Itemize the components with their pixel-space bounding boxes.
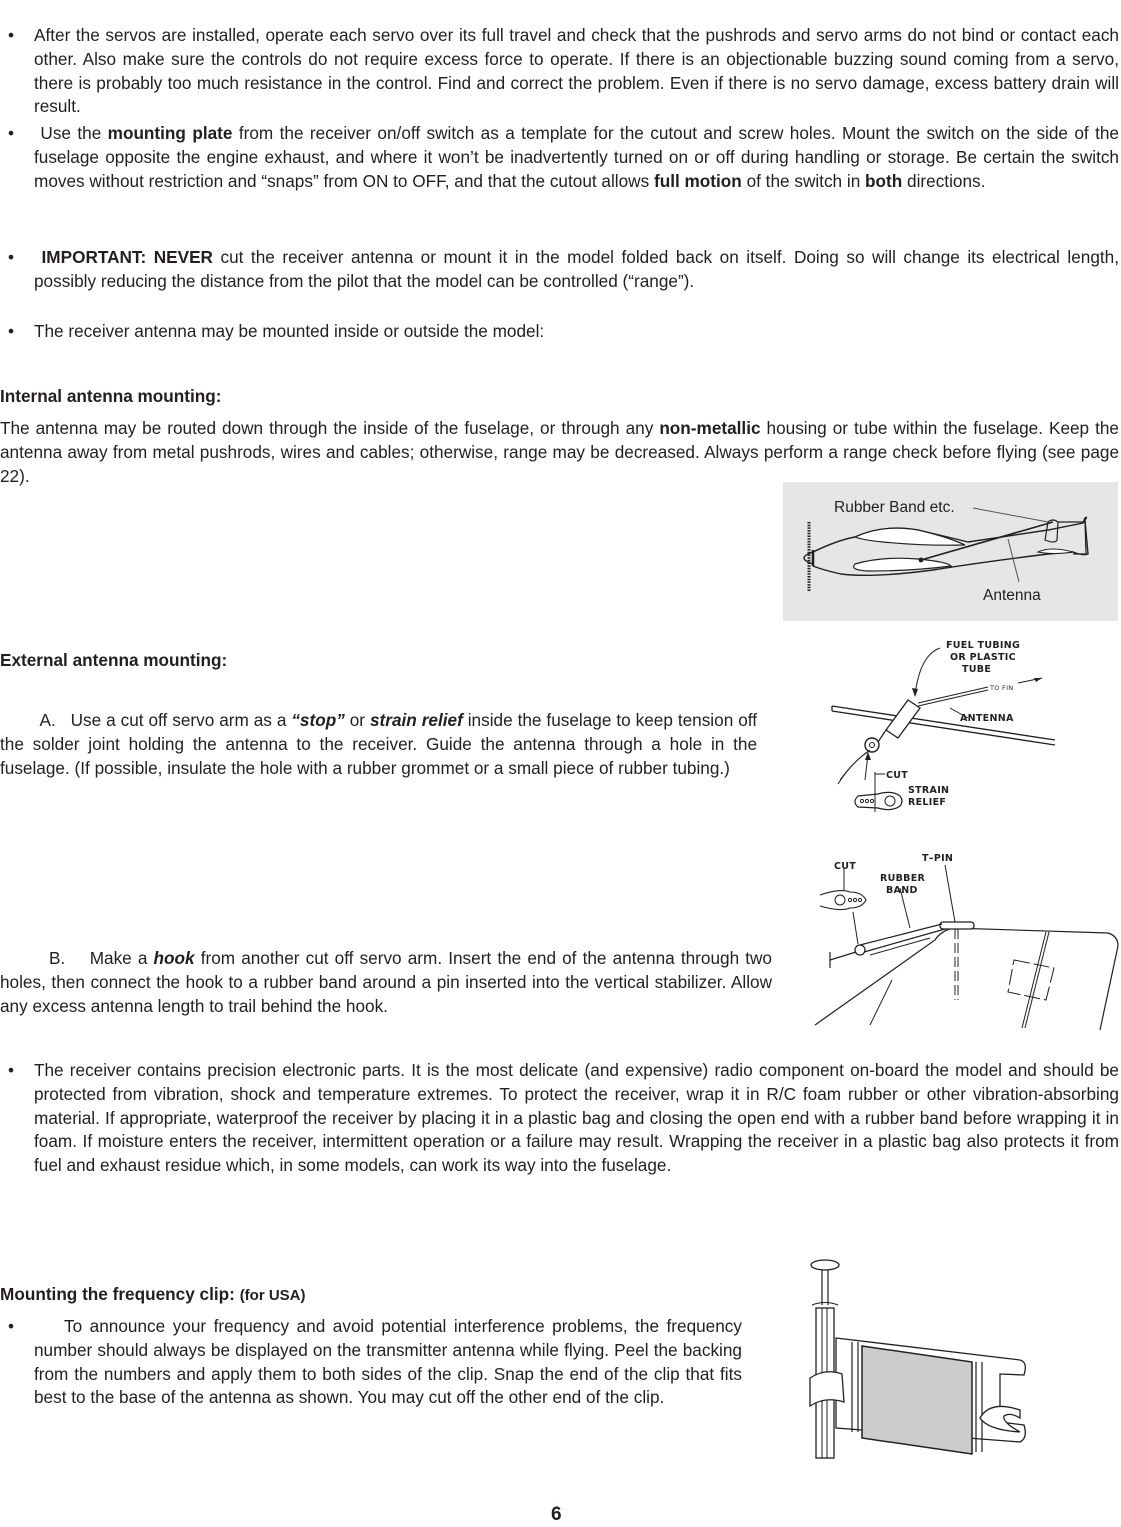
bullet-text: To announce your frequency and avoid potential interference problems, the frequency number should always be displayed on the transmitter antenna while flying. Peel the backing from the numbers and apply them to both sides of the clip. Snap the end of the clip that fits best to the base of the antenna as shown. You may cut off the other end of the clip. [34, 1316, 742, 1408]
internal-antenna-figure [783, 482, 1118, 621]
frequency-clip-heading: Mounting the frequency clip: (for USA) [0, 1284, 306, 1304]
external-option-b: B. Make a hook from another cut off servo arm. Insert the end of the antenna through two holes, then connect the hook to a rubber band around a pin inserted into the vertical stabilizer. Allow any excess antenna length to trail behind the hook. [0, 948, 772, 1016]
to-fin-label: TO FIN [990, 684, 1014, 692]
cut-label: CUT [886, 770, 909, 781]
tube-label: TUBE [962, 664, 992, 675]
rubber-band-label: Rubber Band etc. [834, 499, 955, 516]
emphasis-full-motion: full motion [653, 170, 742, 191]
bullet-text: The receiver antenna may be mounted inside or outside the model: [34, 321, 545, 341]
bullet-text: After the servos are installed, operate each servo over its full travel and check that the pushrods and servo arms do not bind or contact each other. Also make sure the controls do not require excess force to operate. If there is an objectionable buzzing sound coming from a servo, there is probably too much resistance in the control. Find and correct the problem. Even if there is no servo damage, excess battery drain will result. [34, 25, 1119, 117]
strain-label: STRAIN [908, 785, 950, 796]
emphasis-non-metallic: non-metallic [659, 418, 761, 438]
bullet-text: Use the mounting plate from the receiver on/off switch as a template for the cutout and screw holes. Mount the switch on the side of the fuselage opposite the engine exhaust, and where it won’t be inadvertently turned on or off during handling or storage. Be certain the switch moves without restriction and “snaps” from ON to OFF, and that the cutout allows full motion of the switch in both directions. [34, 123, 1119, 191]
internal-mounting-heading: Internal antenna mounting: [0, 386, 222, 406]
or-plastic-label: OR PLASTIC [950, 652, 1016, 663]
emphasis-strain-relief: strain relief [369, 710, 463, 730]
bullet-marker: • [8, 123, 15, 143]
page-number: 6 [551, 1504, 562, 1525]
bullet-marker: • [8, 1060, 15, 1080]
external-option-a: A. Use a cut off servo arm as a “stop” or strain relief inside the fuselage to keep tension off the solder joint holding the antenna to the receiver. Guide the antenna through a hole in the fuselage. (If possible, insulate the hole with a rubber grommet or a small piece of rubber tubing.) [0, 710, 757, 778]
strain-relief-illustration [800, 630, 1060, 820]
band-label: BAND [886, 885, 918, 896]
bullet-marker: • [8, 25, 15, 45]
bullet-marker: • [8, 1316, 15, 1336]
antenna-fig-label: ANTENNA [960, 713, 1014, 724]
emphasis-both: both [865, 170, 903, 191]
fuel-tubing-label: FUEL TUBING [946, 640, 1021, 651]
emphasis-mounting-plate: mounting plate [107, 123, 233, 143]
internal-mounting-text: The antenna may be routed down through the inside of the fuselage, or through any non-metallic housing or tube within the fuselage. Keep the antenna away from metal pushrods, wires and cables; otherwise, range may be decreased. Always perform a range check before flying (see page 22). [0, 418, 1119, 486]
option-a-marker: A. [39, 710, 56, 730]
antenna-label: Antenna [983, 587, 1041, 604]
bullet-marker: • [8, 321, 15, 341]
relief-label: RELIEF [908, 797, 947, 808]
t-pin-label: T–PIN [922, 853, 954, 864]
external-mounting-heading: External antenna mounting: [0, 650, 228, 670]
bullet-marker: • [8, 247, 15, 267]
hook-rubber-band-illustration [800, 840, 1120, 1035]
option-b-marker: B. [48, 948, 66, 968]
bullet-text: The receiver contains precision electronic parts. It is the most delicate (and expensive) radio component on-board the model and should be protected from vibration, shock and temperature extremes. To protect the receiver, wrap it in R/C foam rubber or other vibration-absorbing material. If appropriate, waterproof the receiver by placing it in a plastic bag and closing the open end with a rubber band before wrapping it in foam. If moisture enters the receiver, intermittent operation or a failure may result. Wrapping the receiver in a plastic bag also protects it from fuel and exhaust residue which, in some models, can work its way into the fuselage. [34, 1060, 1119, 1176]
frequency-clip-region: (for USA) [239, 1287, 306, 1304]
rubber-label: RUBBER [880, 873, 926, 884]
cut-label-b: CUT [834, 861, 857, 872]
emphasis-stop: “stop” [291, 710, 345, 730]
emphasis-hook: hook [153, 948, 195, 968]
important-warning: IMPORTANT: NEVER [41, 247, 213, 267]
bullet-text: IMPORTANT: NEVER cut the receiver antenna or mount it in the model folded back on itself. Doing so will change its electrical length, possibly reducing the distance from the pilot that the model can be controlled (“range”). [34, 247, 1119, 291]
frequency-clip-illustration [780, 1250, 1040, 1480]
